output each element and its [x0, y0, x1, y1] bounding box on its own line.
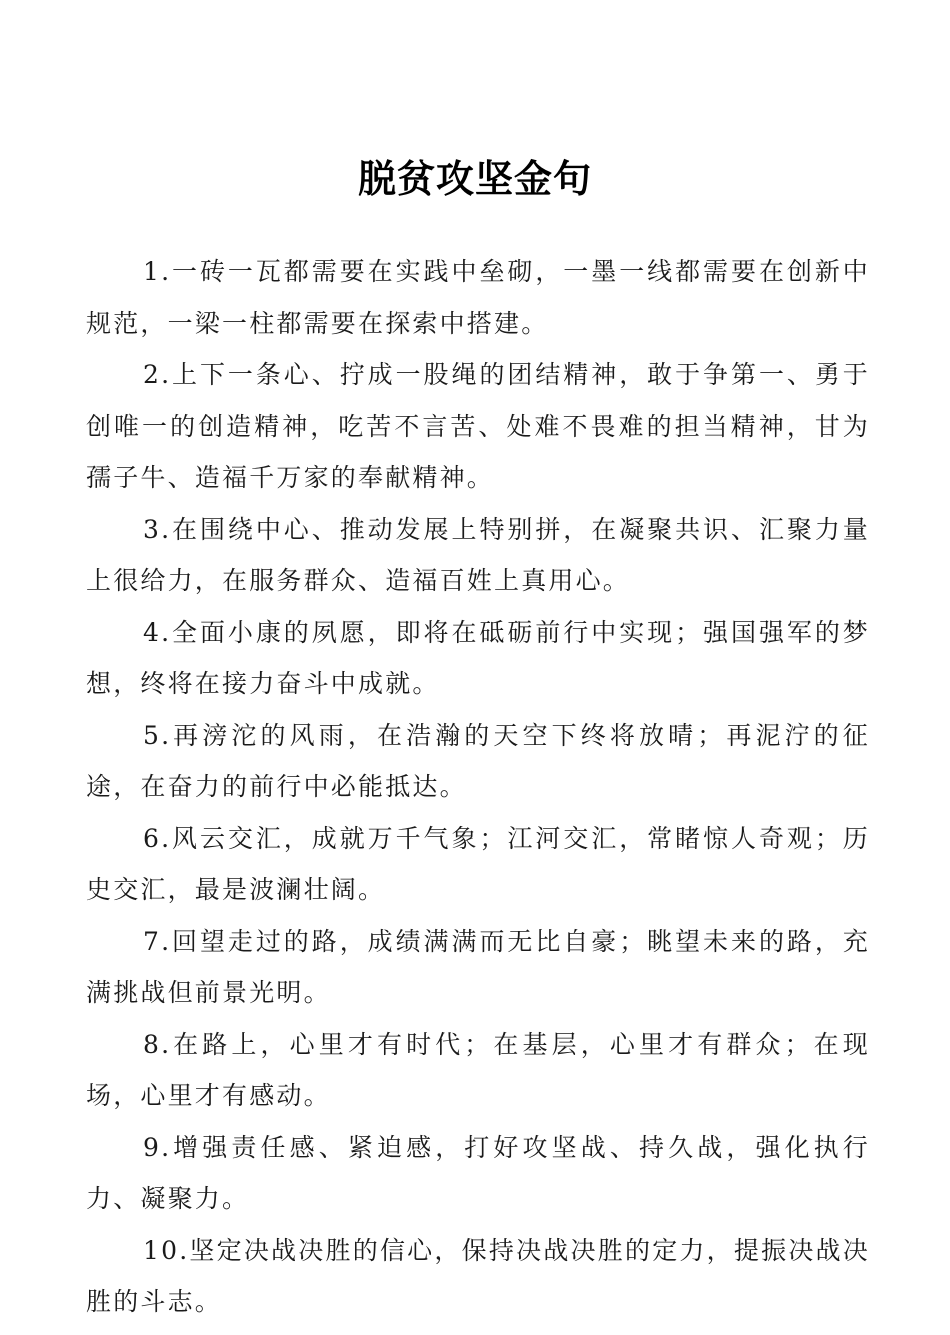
quote-item-7: 7.回望走过的路，成绩满满而无比自豪；眺望未来的路，充满挑战但前景光明。 — [86, 926, 870, 1007]
quote-item-6: 6.风云交汇，成就万千气象；江河交汇，常睹惊人奇观；历史交汇，最是波澜壮阔。 — [86, 823, 870, 904]
quote-item-3: 3.在围绕中心、推动发展上特别拼，在凝聚共识、汇聚力量上很给力，在服务群众、造福百姓上真用心。 — [86, 514, 870, 595]
quote-item-10: 10.坚定决战决胜的信心，保持决战决胜的定力，提振决战决胜的斗志。 — [86, 1235, 870, 1316]
quote-item-4: 4.全面小康的夙愿，即将在砥砺前行中实现；强国强军的梦想，终将在接力奋斗中成就。 — [86, 617, 870, 698]
document-title: 脱贫攻坚金句 — [357, 157, 592, 201]
quote-item-2: 2.上下一条心、拧成一股绳的团结精神，敢于争第一、勇于创唯一的创造精神，吃苦不言苦、处难不畏难的担当精神，甘为孺子牛、造福千万家的奉献精神。 — [86, 360, 870, 492]
quote-item-1: 1.一砖一瓦都需要在实践中垒砌，一墨一线都需要在创新中规范，一梁一柱都需要在探索中搭建。 — [86, 257, 870, 338]
quote-item-5: 5.再滂沱的风雨，在浩瀚的天空下终将放晴；再泥泞的征途，在奋力的前行中必能抵达。 — [86, 720, 870, 801]
quote-item-9: 9.增强责任感、紧迫感，打好攻坚战、持久战，强化执行力、凝聚力。 — [86, 1132, 870, 1213]
quote-item-8: 8.在路上，心里才有时代；在基层，心里才有群众；在现场，心里才有感动。 — [86, 1029, 870, 1110]
quote-list — [86, 246, 870, 1328]
